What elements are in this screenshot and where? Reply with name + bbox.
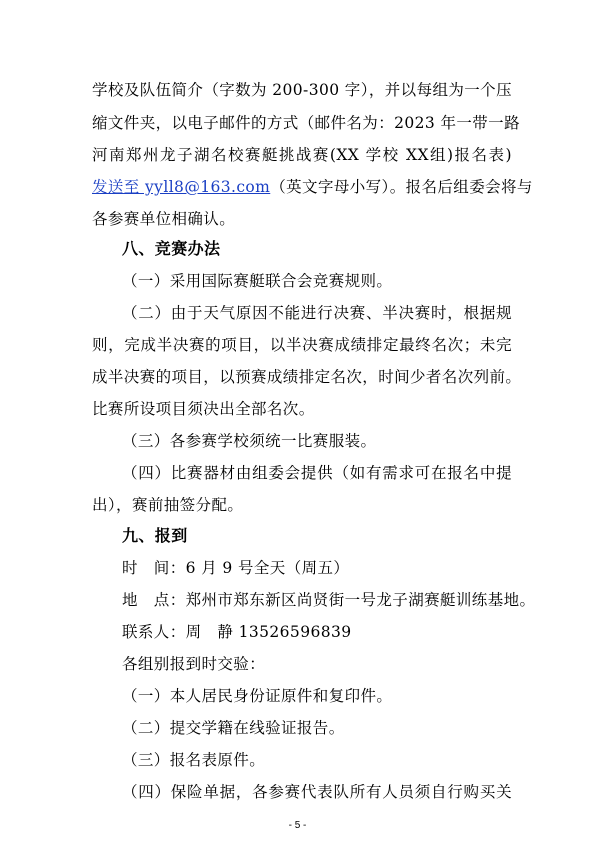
section-8-heading: 八、竞赛办法 [122, 239, 221, 258]
section-9-item-1: （一）本人居民身份证原件和复印件。 [122, 687, 393, 705]
section-9-contact: 联系人：周 静 13526596839 [122, 623, 352, 641]
section-9-place: 地 点：郑州市郑东新区尚贤街一号龙子湖赛艇训练基地。 [122, 591, 536, 609]
section-8-item-2-line-4: 比赛所设项目须决出全部名次。 [92, 400, 315, 418]
section-9-item-4: （四）保险单据，各参赛代表队所有人员须自行购买关 [122, 783, 512, 801]
section-9-heading: 九、报到 [122, 526, 188, 545]
section-8-item-4-line-1: （四）比赛器材由组委会提供（如有需求可在报名中提 [122, 464, 512, 482]
email-link[interactable]: 发送至 yyll8@163.com [92, 178, 271, 196]
section-8-item-2-line-2: 则，完成半决赛的项目，以半决赛成绩排定最终名次；未完 [92, 336, 512, 354]
section-8-item-4-line-2: 出），赛前抽签分配。 [92, 496, 244, 514]
section-9-item-3: （三）报名表原件。 [122, 751, 266, 769]
page-number: - 5 - [288, 820, 307, 831]
section-8-item-2-line-1: （二）由于天气原因不能进行决赛、半决赛时，根据规 [122, 304, 512, 322]
intro-line-4-rest: （英文字母小写）。报名后组委会将与 [270, 178, 533, 196]
intro-line-1: 学校及队伍简介（字数为 200-300 字），并以每组为一个压 [92, 81, 512, 99]
intro-line-5: 各参赛单位相确认。 [92, 210, 236, 228]
section-8-item-2-line-3: 成半决赛的项目，以预赛成绩排定名次，时间少者名次列前。 [92, 368, 522, 386]
intro-line-2: 缩文件夹，以电子邮件的方式（邮件名为：2023 年一带一路 [92, 114, 520, 132]
intro-line-3: 河南郑州龙子湖名校赛艇挑战赛(XX 学校 XX组)报名表) [92, 146, 512, 164]
section-9-time: 时 间：6 月 9 号全天（周五） [122, 559, 350, 577]
section-9-item-2: （二）提交学籍在线验证报告。 [122, 719, 345, 737]
section-8-item-3: （三）各参赛学校须统一比赛服装。 [122, 432, 377, 450]
intro-line-4 [92, 177, 533, 197]
section-9-intro: 各组别报到时交验： [122, 655, 266, 673]
section-8-item-1: （一）采用国际赛艇联合会竞赛规则。 [122, 272, 393, 290]
